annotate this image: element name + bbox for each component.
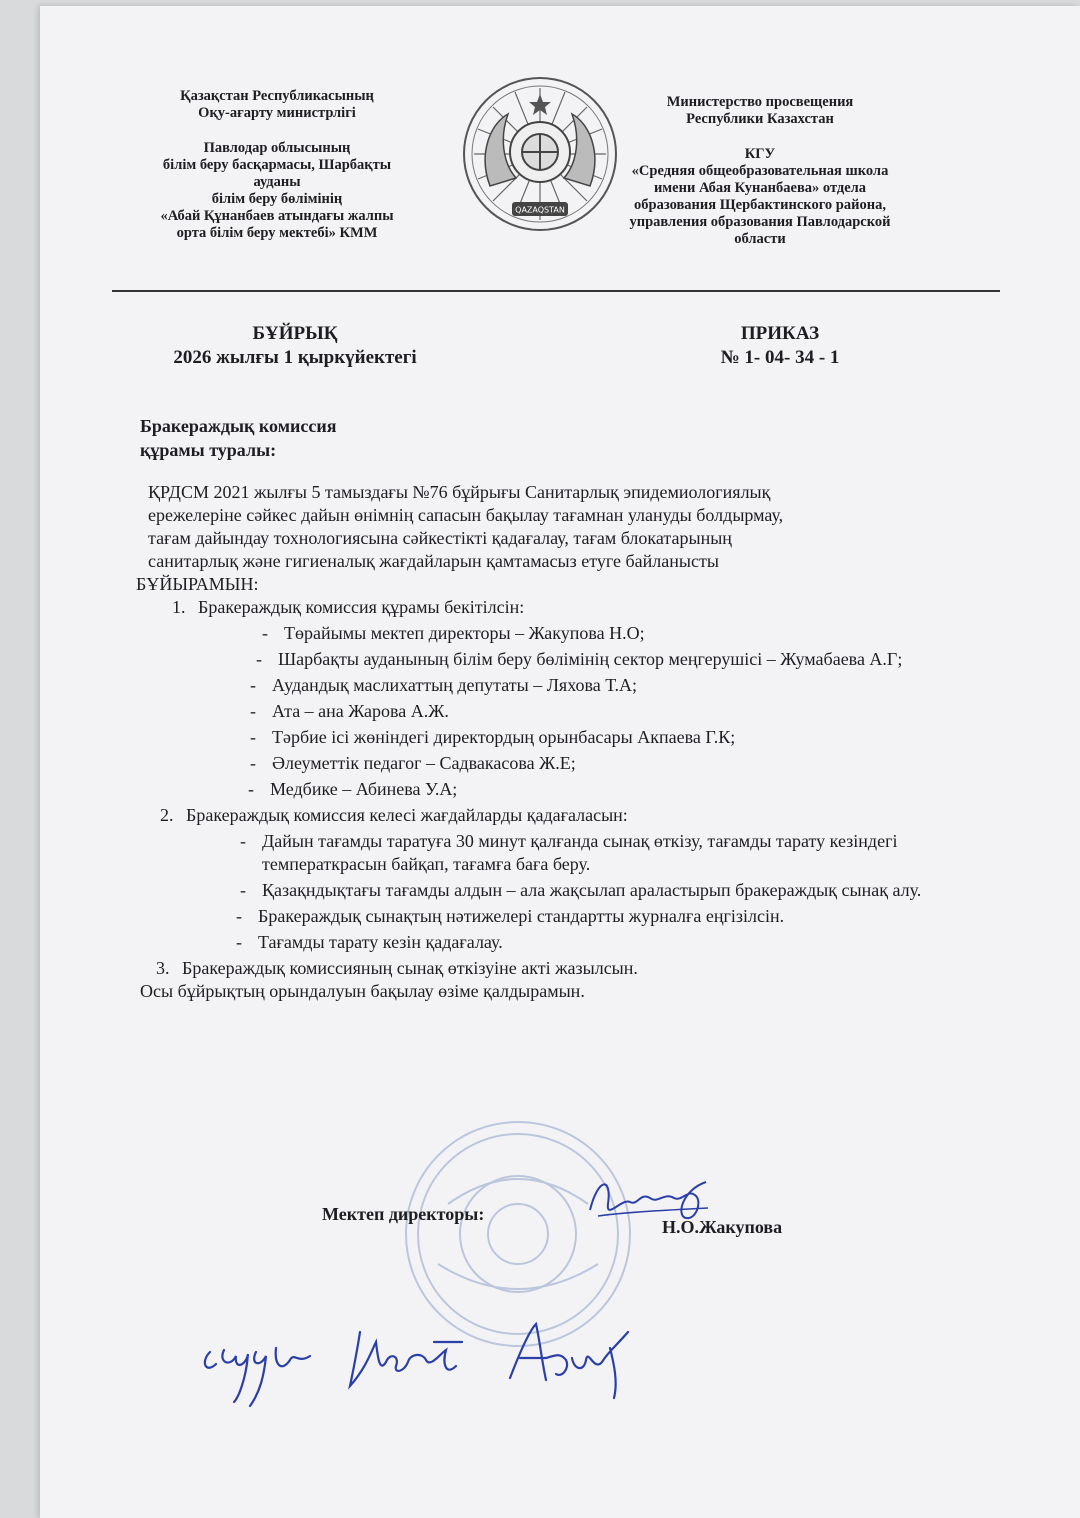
handwritten-signatures-icon	[190, 1302, 650, 1422]
order-item	[172, 596, 1016, 801]
order-items	[136, 596, 1016, 980]
list-item: - Бракераждық сынақтың нәтижелері стандартты журналға еңгізілсін.	[236, 905, 980, 928]
item-text: Бракераждық комиссия құрамы бекітілсін:	[198, 597, 525, 617]
order-item	[156, 957, 1016, 980]
header-line: Қазақстан Республикасының	[180, 88, 374, 104]
header-line: «Абай Құнанбаев атындағы жалпы	[160, 208, 394, 224]
order-heading-kz: БҰЙРЫҚ	[252, 323, 338, 344]
item-number: 2.	[160, 805, 174, 825]
order-title-ru	[680, 322, 880, 370]
order-title-kz	[140, 322, 450, 370]
header-line: Министерство просвещения	[666, 94, 854, 110]
subject-line: Бракераждық комиссия	[140, 416, 337, 436]
header-line: области	[734, 231, 786, 247]
subject-line: құрамы туралы:	[140, 440, 277, 460]
list-item: - Ата – ана Жарова А.Ж.	[250, 700, 1016, 723]
preamble-line: ҚРДСМ 2021 жылғы 5 тамыздағы №76 бұйрығы Санитарлық эпидемиологиялық	[148, 482, 771, 502]
list-item: - Қазақндықтағы тағамды алдын – ала жақсылап араластырып бракераждық сынақ алу.	[240, 879, 980, 902]
list-item: - Төрайымы мектеп директоры – Жакупова Н.О;	[262, 622, 1016, 645]
order-subject	[140, 414, 540, 462]
item-number: 1.	[172, 597, 186, 617]
header-line: орта білім беру мектебі» КММ	[176, 225, 378, 241]
header-line: Павлодар облысының	[203, 140, 351, 156]
list-item: - Медбике – Абинева У.А;	[248, 778, 1016, 801]
header-line: білім беру басқармасы, Шарбақты	[162, 157, 392, 173]
list-item: - Әлеуметтік педагог – Садвакасова Ж.Е;	[250, 752, 1016, 775]
state-emblem-icon	[460, 74, 620, 234]
closing-line: Осы бұйрықтың орындалуын бақылау өзіме қалдырамын.	[140, 981, 585, 1001]
header-left-kz	[132, 88, 422, 242]
item-text: Бракераждық комиссияның сынақ өткізуіне акті жазылсын.	[182, 958, 638, 978]
header-divider	[112, 290, 1000, 292]
preamble	[136, 481, 1016, 596]
list-item: - Тағамды тарату кезін қадағалау.	[236, 931, 980, 954]
header-line: ауданы	[253, 174, 301, 190]
header-line: образования Щербактинского района,	[634, 197, 886, 213]
header-line: «Средняя общеобразовательная школа	[631, 163, 889, 179]
header-line: Оқу-ағарту министрлігі	[198, 105, 356, 121]
preamble-line: санитарлық және гигиеналық жағдайларын қамтамасыз етуге байланысты	[148, 551, 719, 571]
item-number: 3.	[156, 958, 170, 978]
list-item: - Аудандық маслихаттың депутаты – Ляхова Т.А;	[250, 674, 1016, 697]
commission-duties	[240, 830, 980, 954]
header-line: білім беру бөлімінің	[211, 191, 343, 207]
list-item: - Шарбақты ауданының білім беру бөлімінің сектор меңгерушісі – Жумабаева А.Г;	[256, 648, 1016, 671]
item-text: Бракераждық комиссия келесі жағдайларды қадағаласын:	[186, 805, 628, 825]
header-line: имени Абая Кунанбаева» отдела	[653, 180, 867, 196]
list-item: - Тәрбие ісі жөніндегі директордың орынбасары Акпаева Г.К;	[250, 726, 1016, 749]
header-right-ru	[600, 94, 920, 248]
document-page	[40, 6, 1080, 1518]
emblem-caption: QAZAQSTAN	[515, 205, 565, 215]
order-date: 2026 жылғы 1 қыркүйектегі	[173, 347, 417, 368]
header-line: КГУ	[744, 146, 776, 162]
signature-name: Н.О.Жакупова	[662, 1217, 783, 1237]
order-item	[160, 804, 1016, 954]
preamble-line: БҰЙЫРАМЫН:	[136, 574, 259, 594]
preamble-line: ережелеріне сәйкес дайын өнімнің сапасын бақылау тағамнан улануды болдырмау,	[148, 505, 784, 525]
header-line: управления образования Павлодарской	[629, 214, 891, 230]
order-number: № 1- 04- 34 - 1	[720, 347, 840, 368]
header-line: Республики Казахстан	[686, 111, 834, 127]
list-item: - Дайын тағамды таратуға 30 минут қалғанда сынақ өткізу, тағамды тарату кезіндегі температкрасын байқап, тағамға баға беру.	[240, 830, 980, 876]
order-body	[136, 481, 1016, 1003]
commission-members	[262, 622, 1016, 801]
preamble-line: тағам дайындау тохнологиясына сәйкестікті қадағалау, тағам блокатарының	[148, 528, 732, 548]
signature-label: Мектеп директоры:	[322, 1204, 485, 1224]
order-heading-ru: ПРИКАЗ	[740, 323, 820, 344]
